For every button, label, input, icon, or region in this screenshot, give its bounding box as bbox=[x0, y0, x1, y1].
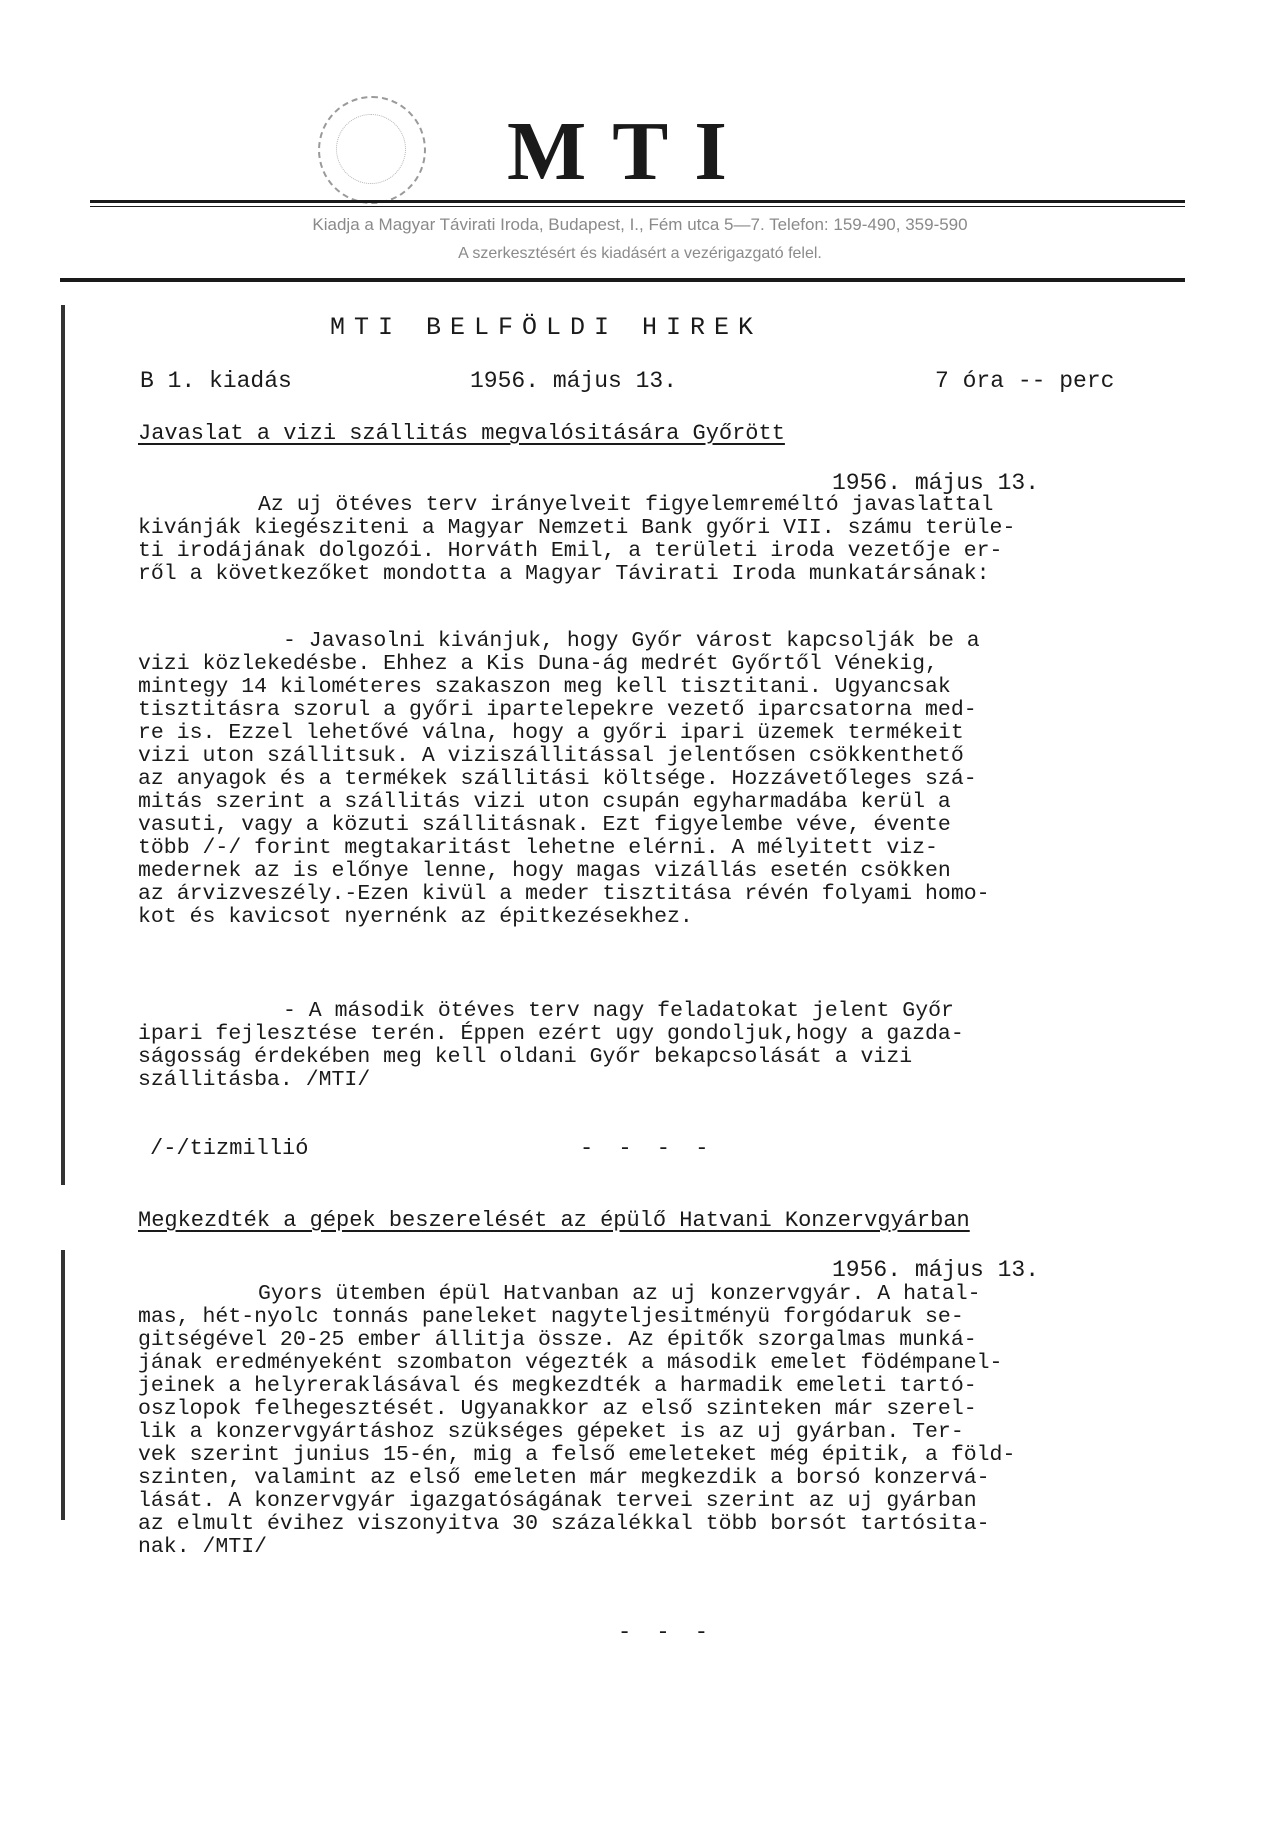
text-line: szállitásba. /MTI/ bbox=[138, 1068, 371, 1092]
masthead-top-rule bbox=[90, 200, 1185, 203]
article-1-paragraph-1 bbox=[138, 494, 1198, 586]
edition-time: 7 óra -- perc bbox=[935, 368, 1115, 394]
text-line: oszlopok felhegesztését. Ugyanakkor az első szinteken már szerel- bbox=[138, 1397, 977, 1421]
text-line: ipari fejlesztése terén. Éppen ezért ugy gondoljuk,hogy a gazda- bbox=[138, 1022, 964, 1046]
text-line: gitségével 20-25 ember állitja össze. Az épitők szorgalmas munká- bbox=[138, 1328, 977, 1352]
section-title: MTI BELFÖLDI HIREK bbox=[330, 313, 763, 342]
article-1-paragraph-3 bbox=[138, 1000, 1198, 1092]
text-line: - Javasolni kivánjuk, hogy Győr várost kapcsolják be a bbox=[283, 629, 980, 653]
text-line: az anyagok és a termékek szállitási költsége. Hozzávetőleges szá- bbox=[138, 767, 977, 791]
text-line: Gyors ütemben épül Hatvanban az uj konzervgyár. A hatal- bbox=[258, 1282, 981, 1306]
text-line: jeinek a helyreraklásával és megkezdték a harmadik emeleti tartó- bbox=[138, 1374, 977, 1398]
text-line: tisztitásra szorul a győri ipartelepekre vezető iparcsatorna med- bbox=[138, 698, 977, 722]
text-line: mitás szerint a szállitás vizi uton csupán egyharmadába kerül a bbox=[138, 790, 951, 814]
text-line: vek szerint junius 15-én, mig a felső emeleteket még épitik, a föld- bbox=[138, 1443, 1016, 1467]
article-1-separator: - - - - bbox=[580, 1136, 715, 1161]
text-line: nak. /MTI/ bbox=[138, 1535, 268, 1559]
article-1-headline: Javaslat a vizi szállitás megvalósitására Győrött bbox=[138, 421, 785, 446]
text-line: kivánják kiegésziteni a Magyar Nemzeti Bank győri VII. számu terüle- bbox=[138, 516, 1016, 540]
text-line: mintegy 14 kilométeres szakaszon meg kell tisztitani. Ugyancsak bbox=[138, 675, 951, 699]
text-line: ti irodájának dolgozói. Horváth Emil, a területi iroda vezetője er- bbox=[138, 539, 1003, 563]
responsibility-line: A szerkesztésért és kiadásért a vezérigazgató felel. bbox=[458, 245, 822, 262]
text-line: medernek az is előnye lenne, hogy magas vizállás esetén csökken bbox=[138, 859, 951, 883]
article-1-footnote: /-/tizmillió bbox=[150, 1136, 309, 1161]
text-line: ságosság érdekében meg kell oldani Győr bekapcsolását a vizi bbox=[138, 1045, 913, 1069]
margin-bar bbox=[61, 1250, 65, 1520]
text-line: kot és kavicsot nyernénk az épitkezésekhez. bbox=[138, 905, 693, 929]
archive-stamp-inner-ring bbox=[336, 114, 406, 184]
mti-logo: MTI bbox=[507, 105, 753, 198]
text-line: az elmult évihez viszonyitva 30 százalékkal több borsót tartósita- bbox=[138, 1512, 990, 1536]
text-line: lik a konzervgyártáshoz szükséges gépeket is az uj gyárban. Ter- bbox=[138, 1420, 964, 1444]
text-line: Az uj ötéves terv irányelveit figyelemreméltó javaslattal bbox=[258, 493, 994, 517]
text-line: - A második ötéves terv nagy feladatokat jelent Győr bbox=[283, 999, 954, 1023]
article-2-headline: Megkezdték a gépek beszerelését az épülő Hatvani Konzervgyárban bbox=[138, 1208, 970, 1233]
text-line: mas, hét-nyolc tonnás paneleket nagyteljesitményü forgódaruk se- bbox=[138, 1305, 964, 1329]
masthead-top-rule-thin bbox=[90, 206, 1185, 207]
text-line: re is. Ezzel lehetővé válna, hogy a győri ipari üzemek termékeit bbox=[138, 721, 964, 745]
text-line: vasuti, vagy a közuti szállitásnak. Ezt figyelembe véve, évente bbox=[138, 813, 951, 837]
article-1-paragraph-2 bbox=[138, 630, 1198, 929]
margin-bar bbox=[61, 305, 65, 1185]
text-line: lását. A konzervgyár igazgatóságának tervei szerint az uj gyárban bbox=[138, 1489, 977, 1513]
edition-date: 1956. május 13. bbox=[470, 368, 678, 394]
edition-label: B 1. kiadás bbox=[140, 368, 292, 394]
article-2-paragraph-1 bbox=[138, 1283, 1198, 1559]
article-2-dateline: 1956. május 13. bbox=[832, 1257, 1040, 1283]
text-line: vizi uton szállitsuk. A viziszállitással jelentősen csökkenthető bbox=[138, 744, 964, 768]
text-line: ről a következőket mondotta a Magyar Távirati Iroda munkatársának: bbox=[138, 562, 990, 586]
masthead-bottom-rule bbox=[60, 278, 1185, 282]
article-2-separator: - - - bbox=[618, 1620, 715, 1645]
text-line: több /-/ forint megtakaritást lehetne elérni. A mélyitett viz- bbox=[138, 836, 938, 860]
text-line: vizi közlekedésbe. Ehhez a Kis Duna-ág medrét Győrtől Vénekig, bbox=[138, 652, 938, 676]
edition-row bbox=[140, 368, 1180, 402]
article-1-dateline: 1956. május 13. bbox=[832, 470, 1040, 496]
text-line: az árvizveszély.-Ezen kivül a meder tisztitása révén folyami homo- bbox=[138, 882, 990, 906]
text-line: szinten, valamint az első emeleten már megkezdik a borsó konzervá- bbox=[138, 1466, 990, 1490]
archive-stamp-seal bbox=[318, 96, 426, 204]
publisher-line: Kiadja a Magyar Távirati Iroda, Budapest, I., Fém utca 5—7. Telefon: 159-490, 359-590 bbox=[312, 215, 968, 234]
text-line: jának eredményeként szombaton végezték a második emelet födémpanel- bbox=[138, 1351, 1003, 1375]
